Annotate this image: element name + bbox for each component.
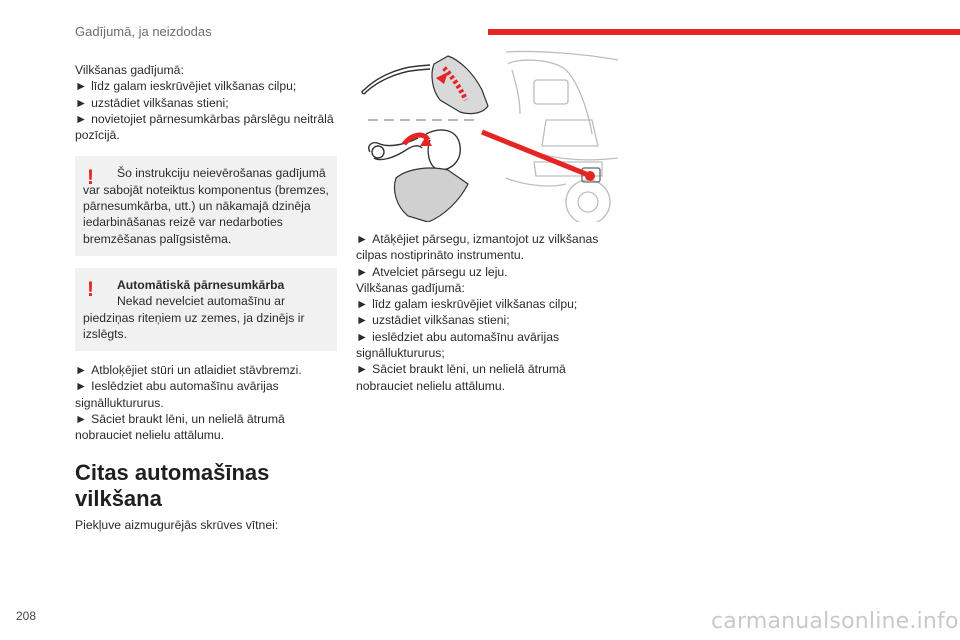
step-item: ► Atbloķējiet stūri un atlaidiet stāvbremzi. bbox=[75, 363, 302, 378]
step-item: ► līdz galam ieskrūvējiet vilkšanas cilpu; bbox=[75, 79, 297, 94]
steps-list bbox=[75, 362, 337, 443]
page-number: 208 bbox=[16, 609, 37, 623]
bullet-arrow-icon: ► bbox=[356, 329, 369, 344]
left-column bbox=[75, 62, 337, 533]
section-heading: Citas automašīnas vilkšana bbox=[75, 459, 270, 511]
warning-box-instructions bbox=[75, 156, 337, 255]
tool-icon bbox=[362, 65, 430, 94]
right-column bbox=[356, 231, 618, 394]
bullet-arrow-icon: ► bbox=[75, 412, 88, 427]
warning-box-automatic-gearbox bbox=[75, 268, 337, 351]
bullet-arrow-icon: ► bbox=[75, 363, 88, 378]
step-item: ► Ieslēdziet abu automašīnu avārijas signālluktururus. bbox=[75, 379, 279, 410]
bullet-arrow-icon: ► bbox=[356, 362, 369, 377]
step-item: ► novietojiet pārnesumkārbas pārslēgu neitrālā pozīcijā. bbox=[75, 111, 334, 143]
watermark-link[interactable]: carmanualsonline.info bbox=[711, 609, 959, 634]
bullet-arrow-icon: ► bbox=[75, 95, 88, 110]
section-paragraph: Piekļuve aizmugurējās skrūves vītnei: bbox=[75, 517, 279, 532]
towing-eye-illustration bbox=[356, 50, 618, 222]
red-pointer-dot bbox=[585, 171, 595, 181]
bullet-arrow-icon: ► bbox=[75, 111, 88, 126]
bullet-arrow-icon: ► bbox=[75, 379, 88, 394]
step-item: ► līdz galam ieskrūvējiet vilkšanas cilpu; bbox=[356, 297, 578, 312]
warning-text: Nekad nevelciet automašīnu ar piedziņas riteņiem uz zemes, ja dzinējs ir izslēgts. bbox=[83, 294, 305, 341]
car-rear-icon bbox=[506, 51, 618, 222]
step-item: ► Atāķējiet pārsegu, izmantojot uz vilkšanas cilpas nostiprināto instrumentu. bbox=[356, 232, 599, 263]
header-accent-bar bbox=[488, 29, 960, 35]
bullet-arrow-icon: ► bbox=[356, 297, 369, 312]
step-item: ► Sāciet braukt lēni, un nelielā ātrumā nobrauciet nelielu attālumu. bbox=[75, 412, 285, 443]
red-pointer-line bbox=[482, 132, 586, 174]
step-item: ► ieslēdziet abu automašīnu avārijas signālluktururus; bbox=[356, 329, 560, 361]
bullet-arrow-icon: ► bbox=[356, 264, 369, 279]
bullet-arrow-icon: ► bbox=[356, 232, 369, 246]
warning-exclamation-icon: ! bbox=[87, 277, 94, 301]
bullet-arrow-icon: ► bbox=[75, 79, 88, 94]
step-item: ► Sāciet braukt lēni, un nelielā ātrumā nobrauciet nelielu attālumu. bbox=[356, 362, 566, 393]
running-header-title: Gadījumā, ja neizdodas bbox=[75, 24, 212, 39]
warning-exclamation-icon: ! bbox=[87, 166, 94, 190]
step-item: ► uzstādiet vilkšanas stieni; bbox=[356, 313, 510, 328]
bumper-cover-icon bbox=[432, 56, 488, 114]
warning-title: Automātiskā pārnesumkārba bbox=[117, 277, 285, 292]
step-item: ► uzstādiet vilkšanas stieni; bbox=[75, 95, 229, 110]
warning-text: Šo instrukciju neievērošanas gadījumā var sabojāt noteiktus komponentus (bremzes, pārnesumkārba, utt.) un nākamajā dzinēja iedarbināšanas reizē var nedarboties bremzēšanas palīgsistēma. bbox=[83, 166, 329, 246]
bullet-arrow-icon: ► bbox=[356, 313, 369, 328]
step-item: ► Atvelciet pārsegu uz leju. bbox=[356, 264, 508, 279]
cover-piece-icon bbox=[395, 168, 469, 222]
towing-intro: Vilkšanas gadījumā: bbox=[75, 63, 184, 77]
towing-intro: Vilkšanas gadījumā: bbox=[356, 280, 465, 295]
